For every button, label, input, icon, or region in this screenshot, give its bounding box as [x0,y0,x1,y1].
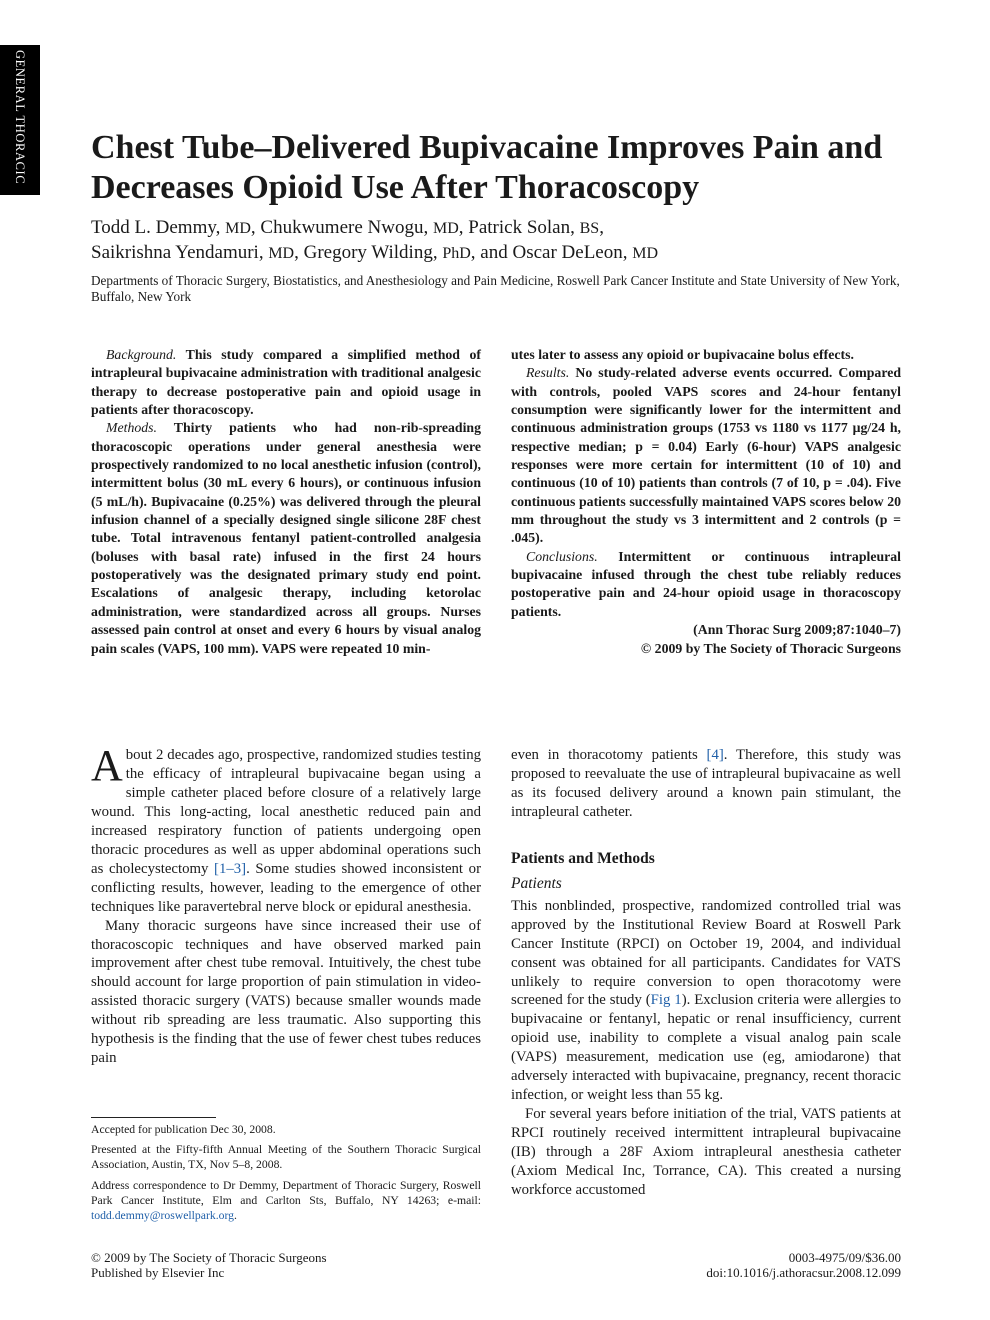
article-title: Chest Tube–Delivered Bupivacaine Improves Pain and Decreases Opioid Use After Thoracoscopy [91,129,883,206]
intro-paragraph-1: About 2 decades ago, prospective, randomized studies testing the efficacy of intrapleural bupivacaine began using a simple catheter placed before closure of a relatively large wound. This long-acting, local anesthetic reduced pain and increased respiratory function of patients undergoing open thoracic procedures as well as upper abdominal operations such as cholecystectomy [1–3]. Some studies showed inconsistent or conflicting results, however, leading to the emergence of other techniques like paravertebral nerve block or epidural anesthesia. [91,741,481,915]
author-degree: MD [632,245,659,262]
subsection-heading: Patients [511,874,562,892]
author-list: Todd L. Demmy, MD, Chukwumere Nwogu, MD, Patrick Solan, BS, Saikrishna Yendamuri, MD, Gregory Wilding, PhD, and Oscar DeLeon, MD [91,217,659,263]
author-degree: MD [225,220,251,237]
abstract-methods-cont: utes later to assess any opioid or bupivacaine bolus effects. [511,347,854,362]
author: Patrick Solan [468,217,571,238]
footnotes [91,1122,481,1228]
patients-paragraph-1: This nonblinded, prospective, randomized controlled trial was approved by the Institutional Review Board at Roswell Park Cancer Institute (RPCI) on October 19, 2004, and individual consent was obtained for all participants. Candidates for VATS unlikely to require conversion to open thoracotomy were screened for the study (Fig 1). Exclusion criteria were allergies to bupivacaine or fentanyl, hepatic or renal insufficiency, current opioid use, inability to complete a visual analog pain scale (VAPS) measurement, medication use (eg, amiodarone) that adversely interacted with bupivacaine, pregnancy, recent thoracic infection, or weight less than 55 kg. [511,897,902,1104]
author-degree: MD [432,220,459,237]
footnote-accepted: Accepted for publication Dec 30, 2008. [91,1123,276,1136]
figure-link[interactable]: Fig 1 [650,992,682,1009]
footer-right [706,1250,901,1280]
abstract-col-1 [91,346,481,658]
author-degree: BS [579,220,600,237]
footnote-presented: Presented at the Fifty-fifth Annual Meeting of the Southern Thoracic Surgical Association, Austin, TX, Nov 5–8, 2008. [91,1143,481,1172]
patients-paragraph-2: For several years before initiation of the trial, VATS patients at RPCI routinely received intermittent intrapleural bupivacaine (IB) through a 28F Axiom intrapleural anesthesia catheter (Axiom Medical Inc, Torrance, CA). This created a nursing workforce accustomed [511,1106,901,1199]
drop-cap: A [91,741,123,790]
abstract-col-2 [511,346,901,658]
email-link[interactable]: todd.demmy@roswellpark.org [91,1209,234,1223]
author-degree: PhD [442,245,471,262]
intro-paragraph-2: Many thoracic surgeons have since increased their use of thoracoscopic techniques and have observed marked pain improvement after chest tube removal. Intuitively, the chest tube should account for large proportion of pain stimulation in video-assisted thoracic surgery (VATS) because smaller wounds made without rib spreading are less traumatic. Also supporting this hypothesis is the finding that the use of fewer chest tubes reduces pain [91,917,481,1067]
abstract-background: Background. This study compared a simplified method of intrapleural bupivacaine administration with traditional analgesic therapy to decrease postoperative pain and opioid usage in patients after thoracoscopy. [91,347,481,418]
section-tab-label: GENERAL THORACIC [13,50,27,185]
footer-doi: doi:10.1016/j.athoracsur.2008.12.099 [706,1265,901,1280]
author: Gregory Wilding [303,242,433,263]
abstract-copyright: © 2009 by The Society of Thoracic Surgeons [640,640,901,656]
abstract-results: Results. No study-related adverse events occurred. Compared with controls, pooled VAPS scores and 24-hour fentanyl consumption were significantly lower for the intermittent and continuous administration groups (1753 vs 1180 vs 1177 μg/24 h, respective median; p = 0.04) Early (6-hour) VAPS analgesic responses were more certain for intermittent (10 of 10) and continuous (10 of 10) patients than controls (7 of 10, p = .04). Five continuous patients successfully maintained VAPS scores below 20 mm throughout the study vs 3 intermittent and 2 controls (p = .045). [511,365,901,546]
footnote-address: Address correspondence to Dr Demmy, Department of Thoracic Surgery, Roswell Park Cancer Institute, Elm and Carlton Sts, Buffalo, NY 14263; e-mail: todd.demmy@roswellpark.org. [91,1178,481,1223]
abstract-methods: Methods. Thirty patients who had non-rib-spreading thoracoscopic operations under general anesthesia were prospectively randomized to no local anesthetic infusion (control), intermittent bolus (30 mL every 6 hours), or continuous infusion (5 mL/h). Bupivacaine (0.25%) was delivered through the pleural infusion channel of a specially designed single silicone 28F chest tube. Total intravenous fentanyl patient-controlled analgesia (boluses with basal rate) infused in the first 24 hours postoperatively was the designated primary study end point. Escalations of analgesic therapy, including ketorolac administration, were standardized across all groups. Nurses assessed pain control at onset and every 6 hours by visual analog pain scales (VAPS, 100 mm). VAPS were repeated 10 min- [91,420,481,656]
footer-issn: 0003-4975/09/$36.00 [788,1250,901,1265]
footer-publisher: Published by Elsevier Inc [91,1265,225,1280]
reference-link[interactable]: [4] [706,747,724,763]
affiliation: Departments of Thoracic Surgery, Biostatistics, and Anesthesiology and Pain Medicine, Roswell Park Cancer Institute and State University of New York, Buffalo, New York [91,273,900,304]
author: Todd L. Demmy [91,217,216,238]
footer-copyright: © 2009 by The Society of Thoracic Surgeons [91,1250,327,1265]
section-tab [0,45,40,195]
author: Chukwumere Nwogu [260,217,424,238]
author: Oscar DeLeon [512,242,623,263]
body-col-2 [511,746,901,1200]
author-degree: MD [268,245,295,262]
journal-citation: (Ann Thorac Surg 2009;87:1040–7) [693,622,901,638]
body-col-1 [91,741,481,1068]
author: Saikrishna Yendamuri [91,242,259,263]
reference-link[interactable]: [1–3] [214,860,247,877]
footer-left [91,1250,327,1280]
intro-paragraph-3: even in thoracotomy patients [4]. Therefore, this study was proposed to reevaluate the use of intrapleural bupivacaine as well as its focused delivery around a known pain stimulant, the intrapleural catheter. [511,747,901,820]
section-heading: Patients and Methods [511,849,655,867]
abstract-conclusions: Conclusions. Intermittent or continuous intrapleural bupivacaine infused through the chest tube reliably reduces postoperative pain and 24-hour opioid usage in thoracoscopy patients. [511,548,901,619]
footnote-rule [91,1117,216,1118]
